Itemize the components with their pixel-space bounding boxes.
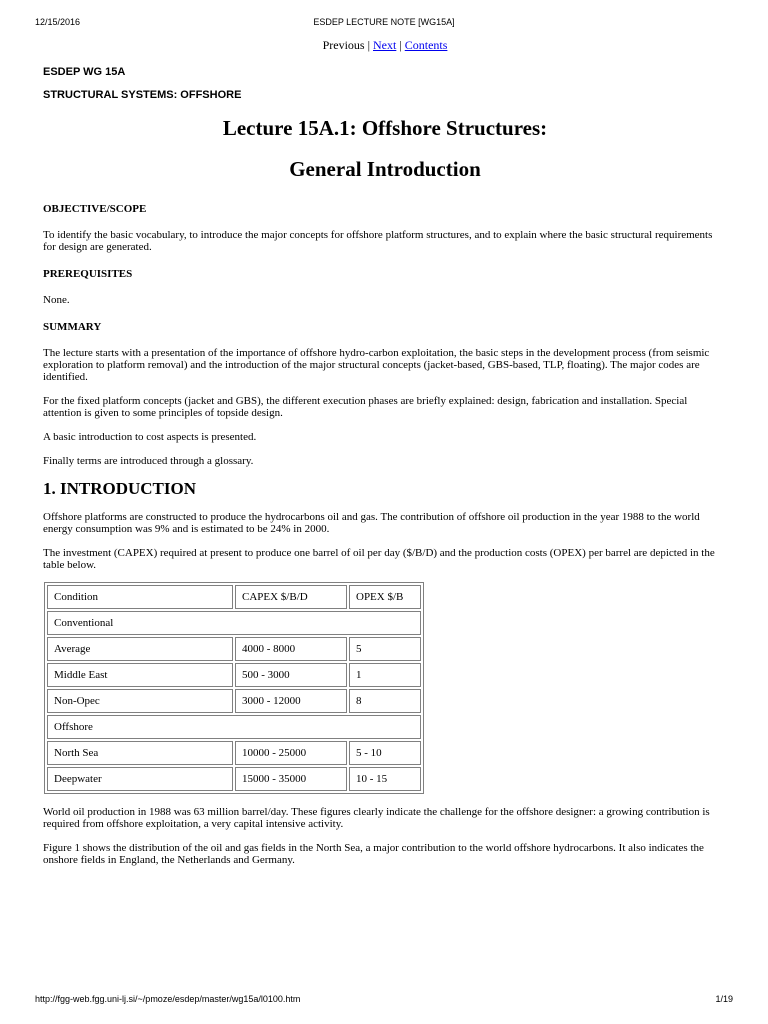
table-cell: 3000 - 12000 [235,689,347,713]
table-row [47,767,421,791]
table-cell: 5 - 10 [349,741,421,765]
prerequisites-text: None. [43,294,70,306]
table-row [47,663,421,687]
introduction-paragraph: World oil production in 1988 was 63 million barrel/day. These figures clearly indicate the challenge for the offshore designer: a growing contribution is required from offshore exploitation, a very capital intensive activity. [43,806,710,830]
nav-separator: | [396,38,405,52]
table-row [47,689,421,713]
section-heading: STRUCTURAL SYSTEMS: OFFSHORE [43,89,242,101]
summary-paragraph: For the fixed platform concepts (jacket and GBS), the different execution phases are briefly explained: design, fabrication and installation. Special attention is given to some principles of topside design. [43,395,688,419]
table-cell: 10000 - 25000 [235,741,347,765]
summary-paragraph: Finally terms are introduced through a glossary. [43,455,254,467]
lecture-navigation [43,38,727,56]
table-row [47,637,421,661]
table-cell: Deepwater [47,767,233,791]
nav-separator: | [364,38,373,52]
table-row [47,741,421,765]
objective-text: To identify the basic vocabulary, to introduce the major concepts for offshore platform structures, and to explain where the basic structural requirements for design are generated. [43,229,713,253]
table-cell: Average [47,637,233,661]
next-link[interactable]: Next [373,38,397,52]
table-cell: Non-Opec [47,689,233,713]
lecture-subtitle: General Introduction [289,157,481,181]
table-group-row [47,611,421,635]
summary-paragraph: A basic introduction to cost aspects is presented. [43,431,257,443]
table-group-row [47,715,421,739]
working-group-heading: ESDEP WG 15A [43,66,126,78]
table-cell: 15000 - 35000 [235,767,347,791]
previous-link[interactable]: Previous [322,38,365,52]
print-header [35,17,733,31]
contents-link[interactable]: Contents [404,38,448,52]
table-header-cell: CAPEX $/B/D [235,585,347,609]
table-cell: 4000 - 8000 [235,637,347,661]
table-cell: 10 - 15 [349,767,421,791]
summary-paragraph: The lecture starts with a presentation of the importance of offshore hydro-carbon exploitation, the basic steps in the development process (from seismic exploration to platform removal) and the introduction of the major structural concepts (jacket-based, GBS-based, TLP, floating). The major codes are identified. [43,347,710,383]
table-header-cell: Condition [47,585,233,609]
introduction-paragraph: Figure 1 shows the distribution of the oil and gas fields in the North Sea, a major contribution to the world offshore hydrocarbons. It also indicates the onshore fields in England, the Netherlands and Germany. [43,842,704,866]
print-title: ESDEP LECTURE NOTE [WG15A] [313,17,455,27]
introduction-heading: 1. INTRODUCTION [43,479,197,498]
table-group-cell: Offshore [47,715,421,739]
summary-heading: SUMMARY [43,321,102,333]
cost-table [44,582,424,794]
print-footer [35,994,733,1008]
table-group-cell: Conventional [47,611,421,635]
table-cell: 5 [349,637,421,661]
introduction-paragraph: The investment (CAPEX) required at present to produce one barrel of oil per day ($/B/D) and the production costs (OPEX) per barrel are depicted in the table below. [43,547,715,571]
print-date: 12/15/2016 [35,17,81,27]
document-body [43,38,727,866]
prerequisites-heading: PREREQUISITES [43,268,133,280]
page-number: 1/19 [715,994,733,1004]
objective-heading: OBJECTIVE/SCOPE [43,203,147,215]
table-header-row [47,585,421,609]
table-cell: North Sea [47,741,233,765]
table-header-cell: OPEX $/B [349,585,421,609]
table-cell: 500 - 3000 [235,663,347,687]
print-url: http://fgg-web.fgg.uni-lj.si/~/pmoze/esdep/master/wg15a/l0100.htm [35,994,301,1004]
table-cell: Middle East [47,663,233,687]
table-cell: 1 [349,663,421,687]
lecture-title: Lecture 15A.1: Offshore Structures: [222,116,548,140]
introduction-paragraph: Offshore platforms are constructed to produce the hydrocarbons oil and gas. The contribution of offshore oil production in the year 1988 to the world energy consumption was 9% and is estimated to be 24% in 2000. [43,511,700,535]
table-cell: 8 [349,689,421,713]
